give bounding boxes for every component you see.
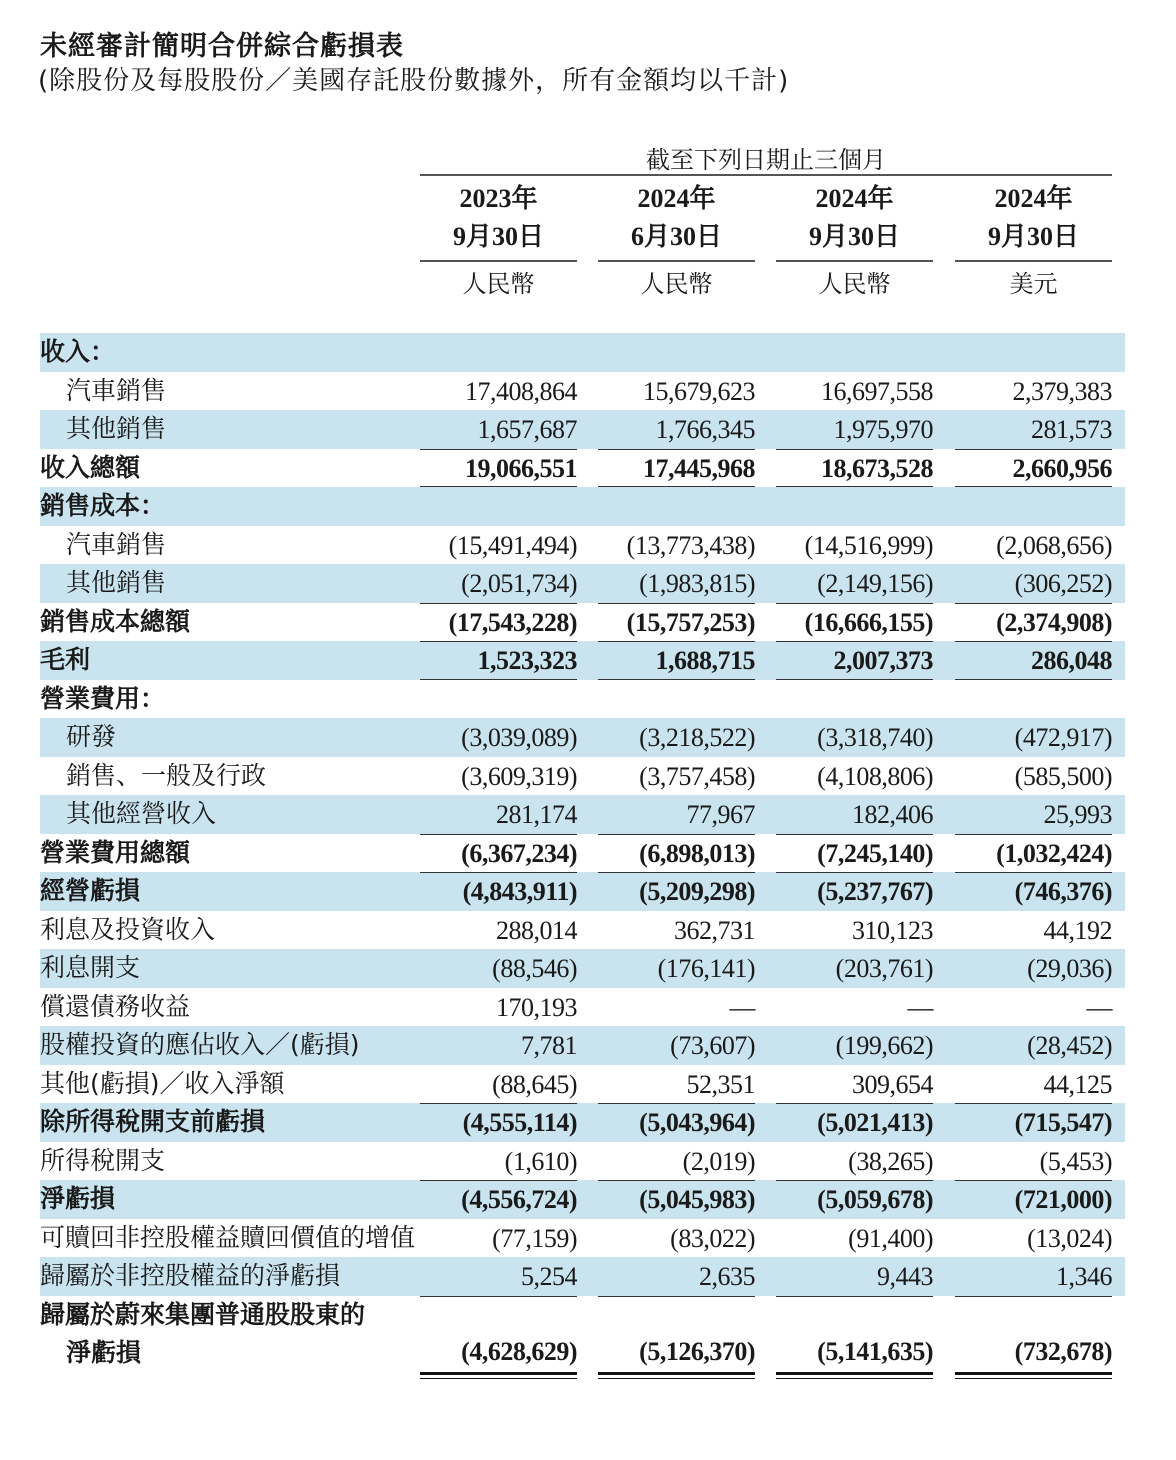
row-label: 銷售、一般及行政 [66, 760, 267, 790]
cell-value: — [1086, 992, 1112, 1022]
cell-value: 17,408,864 [465, 376, 577, 406]
subtotal-rule [776, 1296, 933, 1297]
subtotal-rule [776, 1103, 933, 1104]
row-label: 歸屬於非控股權益的淨虧損 [40, 1261, 341, 1290]
row-label: 收入總額 [40, 452, 141, 482]
row-label: 除所得稅開支前虧損 [40, 1107, 266, 1136]
table-row [40, 564, 1125, 603]
row-label: 汽車銷售 [66, 529, 167, 559]
cell-value: 1,346 [1056, 1262, 1112, 1291]
cell-value: (1,983,815) [639, 569, 755, 598]
row-label: 銷售成本總額 [40, 606, 191, 636]
cell-value: 25,993 [1043, 800, 1112, 829]
row-label: 其他銷售 [66, 414, 167, 443]
cell-value: (15,491,494) [448, 530, 577, 560]
double-underline [955, 1372, 1112, 1375]
cell-value: (5,059,678) [817, 1185, 933, 1214]
table-row [40, 680, 1125, 719]
cell-value: (16,666,155) [804, 607, 933, 637]
table-row [40, 1219, 1125, 1258]
cell-value: 77,967 [686, 800, 755, 829]
cell-value: 2,379,383 [1012, 376, 1112, 406]
subtotal-rule [598, 641, 755, 642]
cell-value: 5,254 [521, 1262, 577, 1291]
column-year: 2024年 [637, 184, 716, 213]
column-date: 9月30日 [808, 222, 900, 251]
cell-value: (4,555,114) [462, 1108, 577, 1137]
table-row [40, 872, 1125, 911]
row-label: 股權投資的應佔收入／(虧損) [40, 1030, 360, 1059]
column-header [955, 180, 1112, 306]
cell-value: (4,556,724) [461, 1185, 577, 1214]
cell-value: 1,975,970 [833, 415, 933, 444]
cell-value: (88,645) [492, 1069, 577, 1099]
subtotal-rule [776, 1180, 933, 1181]
cell-value: (203,761) [835, 954, 933, 983]
subtotal-rule [598, 1180, 755, 1181]
cell-value: 7,781 [521, 1031, 577, 1060]
cell-value: (28,452) [1027, 1031, 1112, 1060]
cell-value: 288,014 [496, 915, 577, 945]
subtotal-rule [420, 1180, 577, 1181]
cell-value: (2,051,734) [461, 569, 577, 598]
row-label: 毛利 [40, 645, 91, 674]
cell-value: (2,068,656) [996, 530, 1112, 560]
subtotal-rule [955, 872, 1112, 873]
cell-value: (3,757,458) [639, 761, 755, 791]
cell-value: 2,635 [699, 1262, 755, 1291]
row-label: 銷售成本： [40, 491, 166, 520]
subtotal-rule [955, 1296, 1112, 1297]
cell-value: 19,066,551 [465, 453, 577, 483]
subtotal-rule [776, 449, 933, 450]
subtotal-rule [776, 872, 933, 873]
table-row [40, 1142, 1125, 1181]
cell-value: (83,022) [670, 1223, 755, 1253]
column-date: 9月30日 [987, 222, 1079, 251]
column-currency: 人民幣 [640, 270, 713, 298]
cell-value: (746,376) [1014, 877, 1112, 906]
row-label: 淨虧損 [40, 1184, 116, 1213]
cell-value: 2,007,373 [833, 646, 933, 675]
row-label: 歸屬於蔚來集團普通股股東的 [40, 1299, 366, 1329]
row-label: 其他銷售 [66, 568, 167, 597]
cell-value: (5,453) [1039, 1146, 1112, 1176]
table-row [40, 718, 1125, 757]
row-label: 汽車銷售 [66, 375, 167, 405]
cell-value: (6,898,013) [639, 838, 755, 868]
column-header [598, 180, 755, 306]
row-label: 可贖回非控股權益贖回價值的增值 [40, 1222, 416, 1252]
row-label: 經營虧損 [40, 876, 141, 905]
cell-value: (88,546) [492, 954, 577, 983]
cell-value: (14,516,999) [804, 530, 933, 560]
cell-value: (721,000) [1014, 1185, 1112, 1214]
table-row [40, 641, 1125, 680]
table-row [40, 333, 1125, 372]
statement-title: 未經審計簡明合併綜合虧損表 [40, 31, 404, 62]
table-row [40, 1065, 1125, 1104]
table-row [40, 757, 1125, 796]
column-currency: 人民幣 [462, 270, 535, 298]
cell-value: (13,773,438) [626, 530, 755, 560]
cell-value: (29,036) [1027, 954, 1112, 983]
cell-value: (5,237,767) [817, 877, 933, 906]
subtotal-rule [420, 1296, 577, 1297]
cell-value: 16,697,558 [821, 376, 933, 406]
cell-value: (585,500) [1014, 761, 1112, 791]
cell-value: 9,443 [877, 1262, 933, 1291]
column-currency: 人民幣 [818, 270, 891, 298]
income-statement-table [40, 333, 1125, 1374]
cell-value: (199,662) [835, 1031, 933, 1060]
row-label: 營業費用： [40, 683, 166, 713]
cell-value: (7,245,140) [817, 838, 933, 868]
subtotal-rule [955, 834, 1112, 835]
cell-value: 44,125 [1043, 1069, 1112, 1099]
table-row [40, 949, 1125, 988]
subtotal-rule [955, 603, 1112, 604]
row-label-continued: 淨虧損 [66, 1337, 142, 1367]
cell-value: (5,141,635) [817, 1336, 933, 1366]
cell-value: (15,757,253) [626, 607, 755, 637]
cell-value: (13,024) [1027, 1223, 1112, 1253]
subtotal-rule [420, 1103, 577, 1104]
table-row [40, 1296, 1125, 1374]
table-row [40, 1180, 1125, 1219]
table-row [40, 487, 1125, 526]
subtotal-rule [598, 449, 755, 450]
row-label: 其他(虧損)／收入淨額 [40, 1068, 285, 1098]
double-underline [420, 1372, 577, 1375]
subtotal-rule [955, 1103, 1112, 1104]
cell-value: 281,174 [496, 800, 577, 829]
cell-value: 309,654 [852, 1069, 933, 1099]
table-row [40, 834, 1125, 873]
cell-value: (6,367,234) [461, 838, 577, 868]
cell-value: (38,265) [848, 1146, 933, 1176]
cell-value: (3,318,740) [817, 723, 933, 752]
column-date: 9月30日 [452, 222, 544, 251]
column-header [776, 180, 933, 306]
row-label: 其他經營收入 [66, 799, 217, 828]
cell-value: 1,657,687 [477, 415, 577, 444]
cell-value: (3,039,089) [461, 723, 577, 752]
column-header [420, 180, 577, 306]
cell-value: 281,573 [1031, 415, 1112, 444]
cell-value: 44,192 [1043, 915, 1112, 945]
table-row [40, 911, 1125, 950]
subtotal-rule [776, 834, 933, 835]
column-year: 2023年 [459, 184, 538, 213]
row-label: 營業費用總額 [40, 837, 191, 867]
subtotal-rule [420, 449, 577, 450]
cell-value: (4,843,911) [462, 877, 577, 906]
cell-value: 15,679,623 [643, 376, 755, 406]
subtotal-rule [420, 834, 577, 835]
cell-value: (4,628,629) [461, 1336, 577, 1366]
subtotal-rule [955, 449, 1112, 450]
cell-value: (73,607) [670, 1031, 755, 1060]
cell-value: (2,374,908) [996, 607, 1112, 637]
subtotal-rule [420, 872, 577, 873]
cell-value: 1,766,345 [655, 415, 755, 444]
row-label: 利息及投資收入 [40, 914, 216, 944]
statement-subtitle: (除股份及每股股份／美國存託股份數據外，所有金額均以千計) [38, 66, 790, 96]
double-underline [598, 1372, 755, 1375]
cell-value: 2,660,956 [1012, 453, 1112, 483]
cell-value: (2,019) [682, 1146, 755, 1176]
table-row [40, 1257, 1125, 1296]
column-currency: 美元 [1009, 270, 1058, 298]
row-label: 研發 [66, 722, 117, 751]
cell-value: 170,193 [496, 992, 577, 1022]
cell-value: (5,209,298) [639, 877, 755, 906]
table-row [40, 1026, 1125, 1065]
cell-value: (5,043,964) [639, 1108, 755, 1137]
period-rule [420, 174, 1112, 176]
cell-value: (5,021,413) [817, 1108, 933, 1137]
subtotal-rule [598, 834, 755, 835]
cell-value: (77,159) [492, 1223, 577, 1253]
subtotal-rule [776, 641, 933, 642]
cell-value: 310,123 [852, 915, 933, 945]
cell-value: 52,351 [686, 1069, 755, 1099]
table-row [40, 410, 1125, 449]
subtotal-rule [598, 872, 755, 873]
cell-value: 182,406 [852, 800, 933, 829]
subtotal-rule [598, 603, 755, 604]
cell-value: (3,218,522) [639, 723, 755, 752]
cell-value: 362,731 [674, 915, 755, 945]
column-year: 2024年 [815, 184, 894, 213]
cell-value: 1,688,715 [655, 646, 755, 675]
cell-value: (2,149,156) [817, 569, 933, 598]
row-label: 利息開支 [40, 953, 141, 982]
table-row [40, 526, 1125, 565]
subtotal-rule [776, 603, 933, 604]
cell-value: (5,126,370) [639, 1336, 755, 1366]
double-underline [776, 1372, 933, 1375]
cell-value: 286,048 [1031, 646, 1112, 675]
table-row [40, 1103, 1125, 1142]
cell-value: (715,547) [1014, 1108, 1112, 1137]
cell-value: 18,673,528 [821, 453, 933, 483]
cell-value: (1,032,424) [996, 838, 1112, 868]
row-label: 償還債務收益 [40, 991, 191, 1021]
cell-value: (732,678) [1014, 1336, 1112, 1366]
table-row [40, 603, 1125, 642]
subtotal-rule [420, 641, 577, 642]
column-date: 6月30日 [630, 222, 722, 251]
cell-value: (306,252) [1014, 569, 1112, 598]
period-header: 截至下列日期止三個月 [646, 146, 886, 174]
subtotal-rule [598, 1103, 755, 1104]
table-row [40, 795, 1125, 834]
row-label: 所得稅開支 [40, 1145, 166, 1175]
cell-value: 17,445,968 [643, 453, 755, 483]
subtotal-rule [420, 603, 577, 604]
subtotal-rule [955, 1180, 1112, 1181]
cell-value: (176,141) [657, 954, 755, 983]
cell-value: (3,609,319) [461, 761, 577, 791]
cell-value: 1,523,323 [477, 646, 577, 675]
table-row [40, 372, 1125, 411]
row-label: 收入： [40, 337, 116, 366]
cell-value: (472,917) [1014, 723, 1112, 752]
subtotal-rule [955, 641, 1112, 642]
subtotal-rule [598, 1296, 755, 1297]
cell-value: (91,400) [848, 1223, 933, 1253]
table-row [40, 449, 1125, 488]
cell-value: — [729, 992, 755, 1022]
cell-value: — [907, 992, 933, 1022]
cell-value: (4,108,806) [817, 761, 933, 791]
table-row [40, 988, 1125, 1027]
cell-value: (1,610) [504, 1146, 577, 1176]
cell-value: (17,543,228) [448, 607, 577, 637]
cell-value: (5,045,983) [639, 1185, 755, 1214]
column-year: 2024年 [994, 184, 1073, 213]
